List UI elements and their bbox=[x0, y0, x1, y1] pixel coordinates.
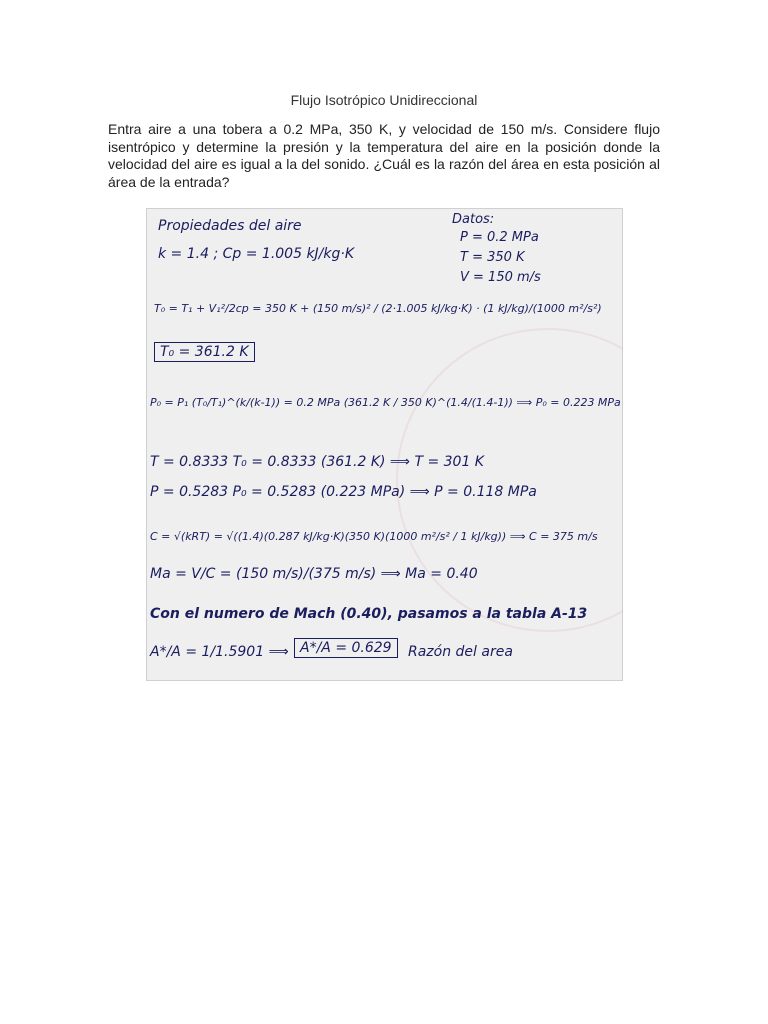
area-ratio-label: Razón del area bbox=[408, 644, 513, 660]
mach-number-equation: Ma = V/C = (150 m/s)/(375 m/s) ⟹ Ma = 0.40 bbox=[150, 566, 478, 582]
notes-heading: Propiedades del aire bbox=[158, 218, 302, 234]
area-ratio-result: A*/A = 0.629 bbox=[294, 638, 398, 658]
problem-line: Entra aire a una tobera a 0.2 MPa, 350 K, y velocidad de 150 m/s. Considere flujo bbox=[108, 121, 660, 137]
stagnation-temp-equation: T₀ = T₁ + V₁²/2cp = 350 K + (150 m/s)² / (2·1.005 kJ/kg·K) · (1 kJ/kg)/(1000 m²/s²) bbox=[154, 302, 602, 315]
datos-label: Datos: bbox=[452, 212, 495, 227]
critical-temperature-equation: T = 0.8333 T₀ = 0.8333 (361.2 K) ⟹ T = 301 K bbox=[150, 454, 484, 470]
critical-pressure-equation: P = 0.5283 P₀ = 0.5283 (0.223 MPa) ⟹ P = 0.118 MPa bbox=[150, 484, 537, 500]
air-properties: k = 1.4 ; Cp = 1.005 kJ/kg·K bbox=[158, 246, 355, 262]
datos-velocity: V = 150 m/s bbox=[460, 270, 541, 285]
faint-watermark bbox=[396, 328, 623, 632]
datos-temperature: T = 350 K bbox=[460, 250, 525, 265]
datos-pressure: P = 0.2 MPa bbox=[460, 230, 539, 245]
mach-table-note: Con el numero de Mach (0.40), pasamos a la tabla A-13 bbox=[150, 606, 588, 622]
problem-line: posición al área de la entrada? bbox=[108, 156, 661, 190]
speed-of-sound-equation: C = √(kRT) = √((1.4)(0.287 kJ/kg·K)(350 K)(1000 m²/s² / 1 kJ/kg)) ⟹ C = 375 m/s bbox=[150, 530, 598, 543]
handwritten-solution-photo bbox=[146, 208, 623, 681]
problem-statement bbox=[108, 121, 660, 191]
area-ratio-equation: A*/A = 1/1.5901 ⟹ bbox=[150, 644, 289, 660]
stagnation-temp-result: T₀ = 361.2 K bbox=[154, 342, 255, 362]
problem-line: velocidad del aire es igual a la del sonido. ¿Cuál es la razón del área en esta bbox=[108, 156, 590, 172]
document-title: Flujo Isotrópico Unidireccional bbox=[290, 92, 478, 108]
stagnation-pressure-equation: P₀ = P₁ (T₀/T₁)^(k/(k-1)) = 0.2 MPa (361.2 K / 350 K)^(1.4/(1.4-1)) ⟹ P₀ = 0.223 MPa bbox=[150, 396, 621, 409]
problem-line: isentrópico y determine la presión y la temperatura del aire en la posición donde la bbox=[108, 138, 660, 155]
